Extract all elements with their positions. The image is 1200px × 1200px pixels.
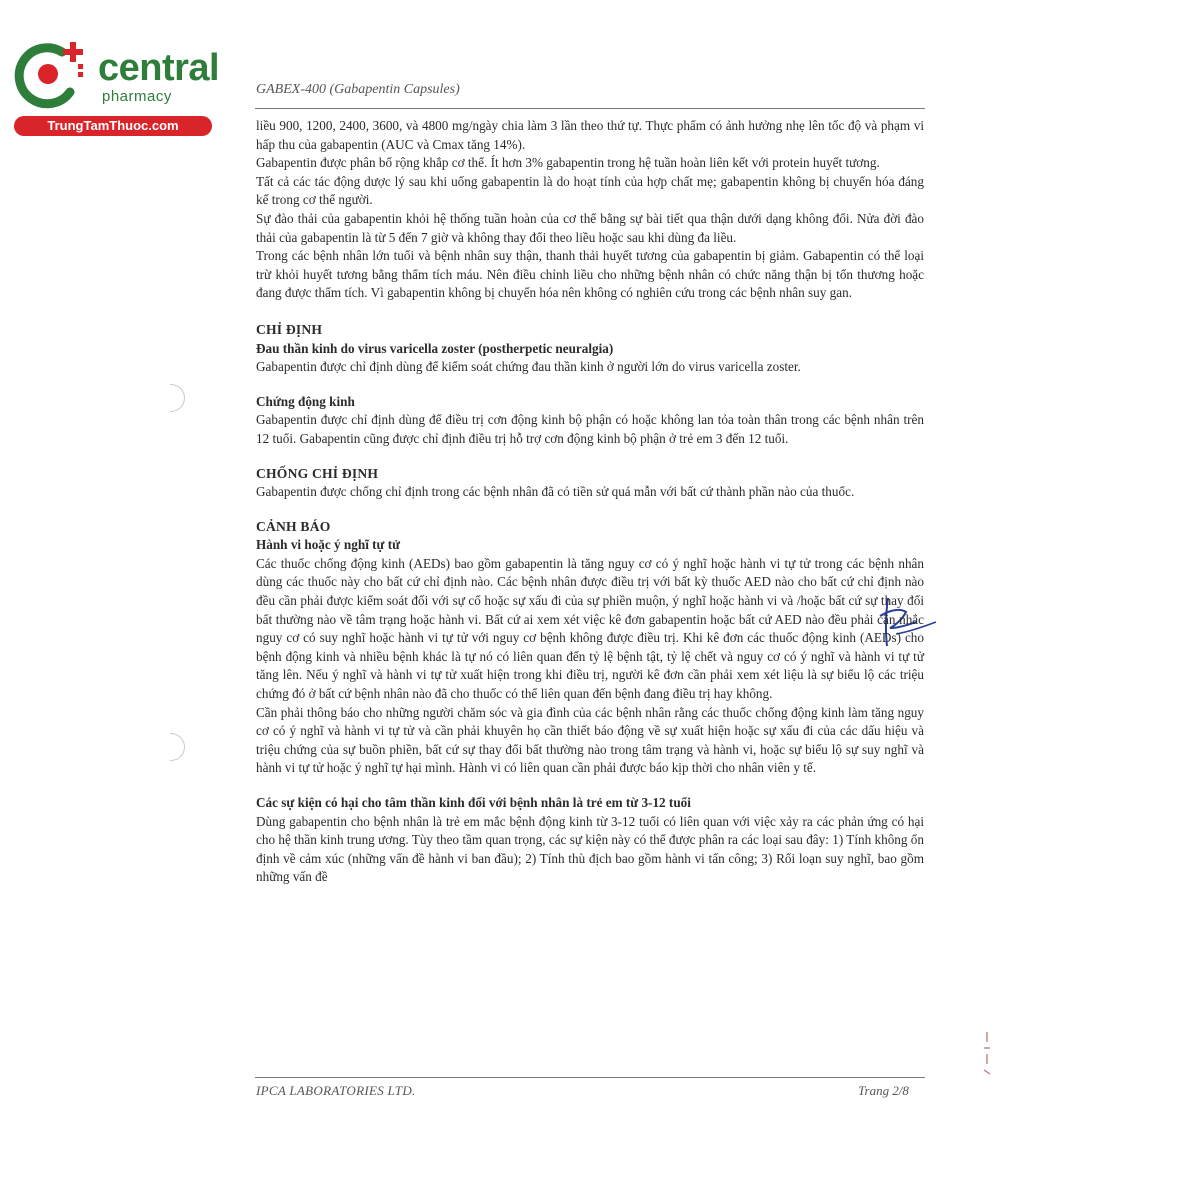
paragraph-epilepsy-indication: Gabapentin được chỉ định dùng để điều trị cơn động kinh bộ phận có hoặc không lan tỏa toàn thân trong các bệnh nhân trên 12 tuổi. Gabapentin cũng được chỉ định điều trị hỗ trợ cơn động kinh bộ phận ở trẻ em 3 đến 12 tuổi.: [256, 412, 924, 446]
heading-indication: CHỈ ĐỊNH: [256, 321, 323, 337]
header-rule: [255, 108, 925, 109]
subheading-postherpetic-neuralgia: Đau thần kinh do virus varicella zoster (postherpetic neuralgia): [256, 340, 614, 356]
paragraph-renal-impairment: Trong các bệnh nhân lớn tuổi và bệnh nhân suy thận, thanh thải huyết tương của gabapentin bị giảm. Gabapentin có thể loại trừ khỏi huyết tương bằng thẩm tích máu. Nên điều chỉnh liều cho những bệnh nhân có chức năng thận bị tổn thương hoặc đang được thẩm tích. Vì gabapentin không bị chuyển hóa nên không có nghiên cứu trong các bệnh nhân suy gan.: [256, 248, 924, 301]
heading-contraindication: CHỐNG CHỈ ĐỊNH: [256, 465, 379, 481]
footer-company: IPCA LABORATORIES LTD.: [256, 1083, 416, 1098]
punch-hole-bottom: [170, 733, 185, 761]
footer-rule: [255, 1077, 925, 1078]
document-header-title: GABEX-400 (Gabapentin Capsules): [256, 82, 460, 97]
logo-subtitle: pharmacy: [102, 88, 172, 105]
paragraph-neuralgia-indication: Gabapentin được chỉ định dùng để kiểm soát chứng đau thần kinh ở người lớn do virus varicella zoster.: [256, 359, 801, 375]
subheading-epilepsy: Chứng động kinh: [256, 393, 355, 409]
paragraph-pediatric-events: Dùng gabapentin cho bệnh nhân là trẻ em mắc bệnh động kinh từ 3-12 tuổi có liên quan với việc xảy ra các phản ứng có hại cho hệ thần kinh trung ương. Tùy theo tầm quan trọng, các sự kiện này có thể được phân ra các loại sau đây: 1) Tính không ổn định về cảm xúc (những vấn đề hành vi ban đầu); 2) Tính thù địch bao gồm hành vi tấn công; 3) Rối loạn suy nghĩ, bao gồm những vấn đề: [256, 813, 924, 885]
paragraph-suicidal-risk: Các thuốc chống động kinh (AEDs) bao gồm gabapentin là tăng nguy cơ có ý nghĩ hoặc hành vi tự tử trong các bệnh nhân dùng các thuốc này cho bất cứ chỉ định nào. Các bệnh nhân được điều trị với bất kỳ thuốc AED nào cho bất cứ chỉ định nào đều cần phải được kiểm soát đối với sự cố hoặc sự xấu đi của sự phiền muộn, ý nghĩ hoặc hành vi và /hoặc bất cứ sự thay đổi bất thường nào về tâm trạng hoặc hành vi. Bất cứ ai xem xét việc kê đơn gabapentin hoặc bất cứ AED nào đều phải cân nhắc nguy cơ có suy nghĩ hoặc hành vi tự tử với nguy cơ bệnh không được điều trị. Khi kê đơn các thuốc động kinh (AEDs) cho bệnh động kinh và nhiều bệnh khác là tự nó có liên quan đến tỷ lệ bệnh tật, tỷ lệ chết và nguy cơ có ý nghĩ và hành vi tự tử tăng lên. Nếu ý nghĩ và hành vi tự tử xuất hiện trong khi điều trị, người kê đơn cần phải xem xét liệu là sự biểu lộ các triệu chứng đó ở bất cứ bệnh nhân nào đã cho thuốc có thể liên quan đến bệnh đang điều trị hay không.: [256, 555, 924, 702]
subheading-suicidal-behavior: Hành vi hoặc ý nghĩ tự tử: [256, 537, 401, 553]
subheading-pediatric-neuropsychiatric: Các sự kiện có hại cho tâm thần kinh đối với bệnh nhân là trẻ em từ 3-12 tuổi: [256, 795, 691, 810]
logo-brand-text: central: [98, 47, 220, 89]
logo-url-badge: TrungTamThuoc.com: [14, 116, 212, 136]
paragraph-absorption: liều 900, 1200, 2400, 3600, và 4800 mg/ngày chia làm 3 lần theo thứ tự. Thực phẩm có ảnh hưởng nhẹ lên tốc độ và phạm vi hấp thu của gabapentin (AUC và Cmax tăng 14%).: [256, 118, 924, 152]
paragraph-contraindication: Gabapentin được chống chỉ định trong các bệnh nhân đã có tiền sử quá mẫn với bất cứ thành phần nào của thuốc.: [256, 484, 855, 500]
pharmacy-logo-icon: [12, 40, 94, 110]
document-body: [256, 117, 924, 887]
footer-page-number: Trang 2/8: [858, 1083, 909, 1098]
punch-hole-top: [170, 384, 185, 412]
paragraph-distribution: Gabapentin được phân bố rộng khắp cơ thể. Ít hơn 3% gabapentin trong hệ tuần hoàn liên kết với protein huyết tương.: [256, 155, 880, 171]
heading-warning: CẢNH BÁO: [256, 518, 331, 534]
paragraph-elimination: Sự đào thải của gabapentin khỏi hệ thống tuần hoàn của cơ thể bằng sự bài tiết qua thận dưới dạng không đổi. Nửa đời đào thải của gabapentin là từ 5 đến 7 giờ và không thay đổi theo liều hoặc sau khi dùng đa liều.: [256, 210, 924, 245]
central-pharmacy-logo: [12, 38, 220, 138]
margin-stamp-mark-icon: [980, 1030, 994, 1078]
paragraph-metabolism: Tất cả các tác động dược lý sau khi uống gabapentin là do hoạt tính của hợp chất mẹ; gabapentin không bị chuyển hóa đáng kể trong cơ thể người.: [256, 173, 924, 208]
paragraph-caregiver-notice: Cần phải thông báo cho những người chăm sóc và gia đình của các bệnh nhân rằng các thuốc chống động kinh làm tăng nguy cơ có ý nghĩ và hành vi tự tử và cần phải khuyên họ cần thiết báo động về sự xuất hiện hoặc sự xấu đi của các dấu hiệu và triệu chứng của sự buồn phiền, bất cứ sự thay đổi bất thường nào trong tâm trạng và hành vi, hoặc sự biểu lộ sự suy nghĩ và hành vi tự tử hoặc ý nghĩ tự hại mình. Hành vi có liên quan cần phải được báo kịp thời cho nhân viên y tế.: [256, 704, 924, 776]
